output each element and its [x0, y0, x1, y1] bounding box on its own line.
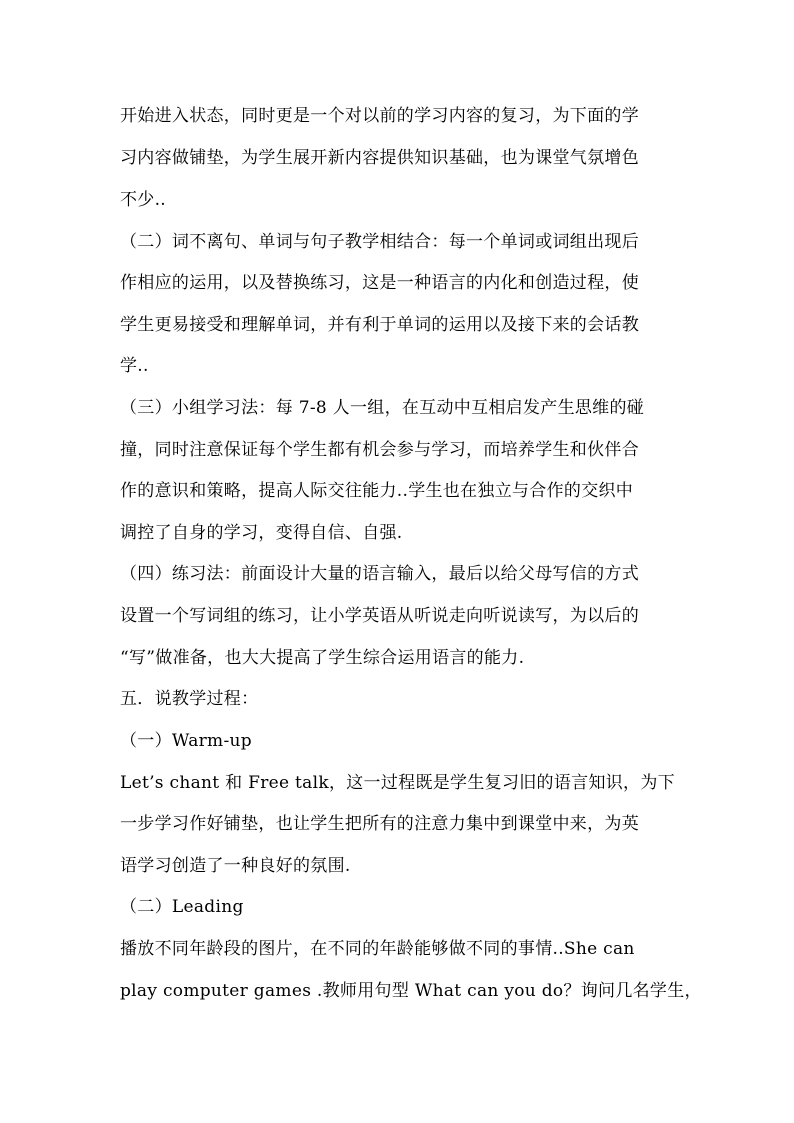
text-line: 撞，同时注意保证每个学生都有机会参与学习，而培养学生和伙伴合 — [120, 440, 639, 460]
text-line: Let’s chant 和 Free talk，这一过程既是学生复习旧的语言知识，为下 — [120, 773, 675, 793]
text-line: 设置一个写词组的练习，让小学英语从听说走向听说读写，为以后的 — [120, 606, 639, 626]
section-heading: 五．说教学过程： — [120, 689, 259, 709]
text-line: （二）词不离句、单词与句子教学相结合：每一个单词或词组出现后 — [120, 232, 639, 252]
text-line: 学.. — [120, 356, 149, 376]
text-line: 播放不同年龄段的图片，在不同的年龄能够做不同的事情..She can — [120, 939, 635, 959]
text-line: 一步学习作好铺垫，也让学生把所有的注意力集中到课堂中来，为英 — [120, 814, 639, 834]
subsection-heading: （二）Leading — [120, 897, 244, 917]
subsection-heading: （一）Warm-up — [120, 731, 252, 751]
text-line: 学生更易接受和理解单词，并有利于单词的运用以及接下来的会话教 — [120, 315, 639, 335]
text-line: 语学习创造了一种良好的氛围. — [120, 856, 351, 876]
text-line: 不少.. — [120, 190, 167, 210]
text-line: 作相应的运用，以及替换练习，这是一种语言的内化和创造过程，使 — [120, 273, 639, 293]
text-line: “写”做准备，也大大提高了学生综合运用语言的能力. — [120, 648, 525, 668]
text-line: （四）练习法：前面设计大量的语言输入，最后以给父母写信的方式 — [120, 564, 639, 584]
text-line: 开始进入状态，同时更是一个对以前的学习内容的复习，为下面的学 — [120, 106, 639, 126]
text-line: 习内容做铺垫，为学生展开新内容提供知识基础，也为课堂气氛增色 — [120, 148, 639, 168]
text-line: 作的意识和策略，提高人际交往能力..学生也在独立与合作的交织中 — [120, 481, 634, 501]
text-line: （三）小组学习法：每 7-8 人一组，在互动中互相启发产生思维的碰 — [120, 398, 645, 418]
text-line: play computer games .教师用句型 What can you do？询问几名学生， — [120, 981, 702, 1001]
text-line: 调控了自身的学习，变得自信、自强. — [120, 523, 403, 543]
